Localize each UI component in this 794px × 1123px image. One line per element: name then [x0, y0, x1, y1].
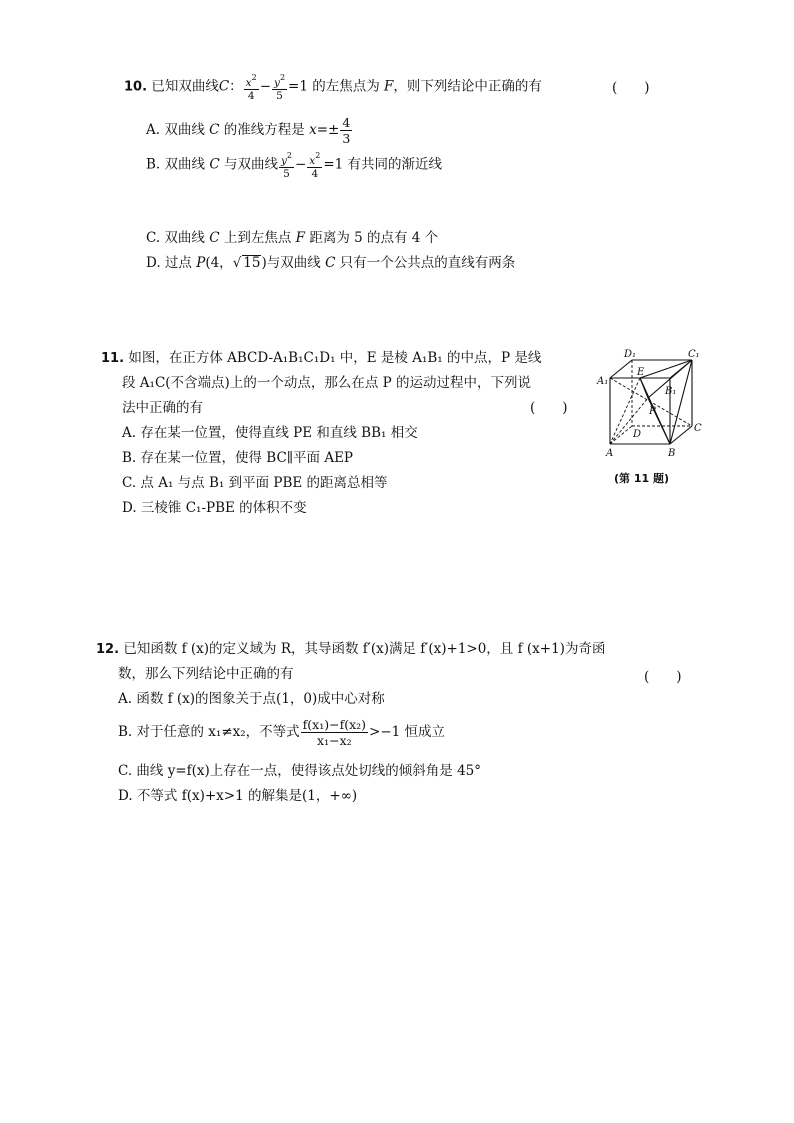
- label-a1: A₁: [597, 376, 609, 387]
- stem-lead: 已知双曲线: [151, 78, 219, 95]
- question-12: [96, 637, 605, 712]
- fraction-difference-quotient: $\frac{\text{f(x₁)−f(x₂)}}{\text{x₁−x₂}}$: [302, 717, 367, 748]
- option-10-C: C. 双曲线 C 上到左焦点 F 距离为 5 的点有 4 个: [146, 230, 439, 246]
- answer-paren-11: ( ): [530, 400, 568, 416]
- fraction-y2-over-5: $\frac{y^2}{5}$: [280, 151, 292, 180]
- diagonal-a1-c-hidden: [610, 378, 692, 426]
- stem-line-2: 段 A₁C(不含端点)上的一个动点，那么在点 P 的运动过程中，下列说: [122, 375, 531, 391]
- label-b: B: [668, 448, 676, 459]
- segment-a-p-hidden: [610, 398, 648, 444]
- option-11-C: C. 点 A₁ 与点 B₁ 到平面 PBE 的距离总相等: [122, 475, 388, 491]
- sqrt-15: 15: [243, 255, 261, 271]
- label-d1: D₁: [624, 349, 637, 360]
- option-11-A: A. 存在某一位置，使得直线 PE 和直线 BB₁ 相交: [122, 425, 418, 441]
- question-number: 10.: [124, 79, 148, 95]
- option-12-C: C. 曲线 y=f(x)上存在一点，使得该点处切线的倾斜角是 45°: [118, 763, 482, 779]
- segment-e-p: [640, 378, 648, 398]
- option-10-A: A. 双曲线 C 的准线方程是 x=± $\frac{4}{3}$: [146, 115, 351, 146]
- sqrt-sign: √: [232, 255, 242, 271]
- label-a: A: [606, 448, 614, 459]
- option-10-D: D. 过点 P(4，√ 15)与双曲线 C 只有一个公共点的直线有两条: [146, 255, 516, 271]
- stem-line-3: 法中正确的有: [122, 400, 203, 416]
- stem-line-1: 如图，在正方体 ABCD-A₁B₁C₁D₁ 中，E 是棱 A₁B₁ 的中点，P 是线: [128, 350, 542, 366]
- fraction-4-over-3: $\frac{4}{3}$: [342, 115, 351, 146]
- question-number: 11.: [101, 351, 125, 366]
- stem-tail: 的左焦点为: [312, 78, 380, 95]
- figure-caption: (第 11 题): [614, 472, 670, 485]
- edge-a-d-hidden: [610, 426, 632, 444]
- label-c: C: [694, 423, 702, 434]
- segment-p-b: [648, 398, 670, 444]
- option-11-B: B. 存在某一位置，使得 BC∥平面 AEP: [122, 450, 354, 466]
- question-11: [101, 346, 541, 521]
- fraction-y2-over-5: $\frac{y^2}{5}$: [274, 73, 286, 102]
- option-10-B: B. 双曲线 C 与双曲线 $\frac{y^2}{5}$ − $\frac{x^2}{4}$ =1 有共同的渐近线: [146, 151, 443, 180]
- option-12-A: A. 函数 f (x)的图象关于点(1，0)成中心对称: [118, 691, 385, 707]
- edge-b-c: [670, 426, 692, 444]
- label-c1: C₁: [688, 349, 700, 360]
- label-b1: B₁: [665, 386, 677, 397]
- label-d: D: [633, 429, 642, 440]
- question-10: [124, 72, 542, 102]
- question-10-stem: 10. 已知双曲线C： $\frac{x^2}{4}$ − $\frac{y^2}{5}$ =1 的左焦点为 F，则下列结论中正确的有: [124, 73, 542, 102]
- option-12-B: B. 对于任意的 x₁≠x₂，不等式 $\frac{\text{f(x₁)−f(x₂)}}{\text{x₁−x₂}}$ >−1 恒成立: [118, 717, 446, 748]
- cube-figure: [596, 348, 708, 484]
- segment-e-c1: [640, 360, 692, 378]
- fraction-x2-over-4: $\frac{x^2}{4}$: [309, 151, 321, 180]
- answer-paren-12: ( ): [644, 669, 682, 685]
- stem-line-1: 已知函数 f (x)的定义域为 R，其导函数 f′(x)满足 f′(x)+1>0，且 f (x+1)为奇函: [123, 641, 606, 657]
- option-11-D: D. 三棱锥 C₁-PBE 的体积不变: [122, 500, 307, 516]
- fraction-x2-over-4: $\frac{x^2}{4}$: [245, 73, 257, 102]
- option-12-D: D. 不等式 f(x)+x>1 的解集是(1，+∞): [118, 788, 358, 804]
- stem-line-2: 数，那么下列结论中正确的有: [118, 666, 294, 682]
- stem-end: ，则下列结论中正确的有: [393, 78, 542, 95]
- question-number: 12.: [96, 642, 120, 657]
- label-e: E: [637, 367, 645, 378]
- answer-paren-10: ( ): [612, 80, 650, 96]
- segment-c1-b: [670, 360, 692, 444]
- edge-a1-d1: [610, 360, 632, 378]
- label-p: P: [649, 406, 656, 417]
